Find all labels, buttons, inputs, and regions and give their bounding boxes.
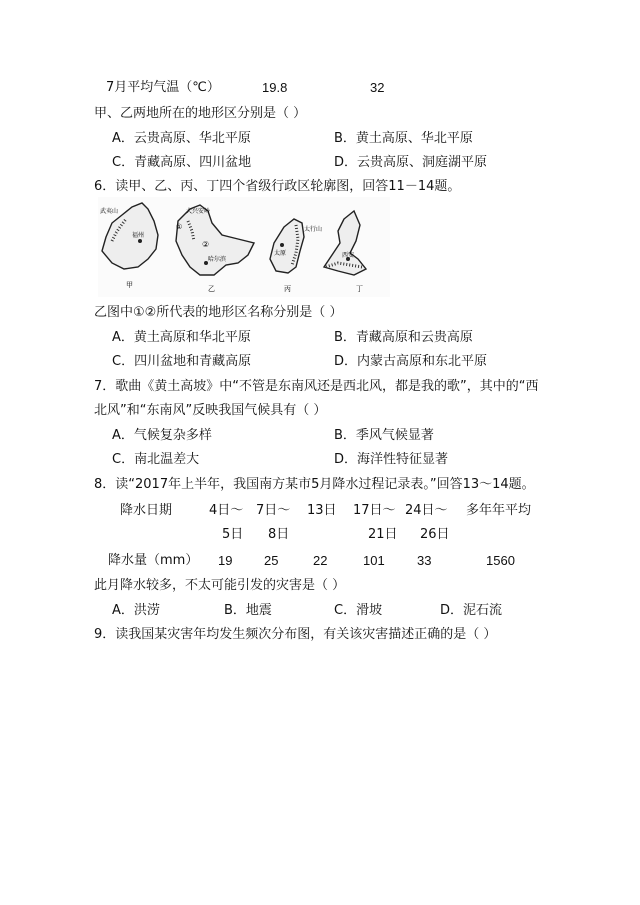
map-label-circle1: ① xyxy=(176,223,183,231)
map-label-bing: 丙 xyxy=(284,285,291,293)
table-value: 19.8 xyxy=(262,80,288,95)
table-label-rain-date: 降水日期 xyxy=(120,503,173,518)
table-date: 21日 xyxy=(368,527,398,542)
question-stem: 甲、乙两地所在的地形区分别是（ ） xyxy=(94,106,307,121)
option-c[interactable]: C．南北温差大 xyxy=(112,452,200,467)
option-a[interactable]: A．洪涝 xyxy=(112,603,160,618)
option-c[interactable]: C．滑坡 xyxy=(334,603,383,618)
table-label-avg: 多年年平均 xyxy=(466,503,532,518)
question-stem: 8．读“2017年上半年，我国南方某市5月降水过程记录表。”回答13～14题。 xyxy=(94,477,535,492)
option-a[interactable]: A．黄土高原和华北平原 xyxy=(112,330,251,345)
table-date: 8日 xyxy=(268,527,290,542)
option-a[interactable]: A．气候复杂多样 xyxy=(112,428,212,443)
table-label-july-temp: 7月平均气温（℃） xyxy=(106,80,220,95)
table-value: 22 xyxy=(313,553,328,568)
question-stem: 9．读我国某灾害年均发生频次分布图，有关该灾害描述正确的是（ ） xyxy=(94,627,497,642)
option-c[interactable]: C．青藏高原、四川盆地 xyxy=(112,155,252,170)
table-value: 1560 xyxy=(486,553,515,568)
option-a[interactable]: A．云贵高原、华北平原 xyxy=(112,131,251,146)
map-label-taiyuan: 太原 xyxy=(274,250,287,257)
table-date: 13日 xyxy=(307,503,337,518)
option-d[interactable]: D．云贵高原、洞庭湖平原 xyxy=(334,155,488,170)
city-dot xyxy=(138,239,142,243)
table-date: 4日～ xyxy=(209,503,244,518)
question-stem: 6．读甲、乙、丙、丁四个省级行政区轮廓图，回答11－14题。 xyxy=(94,179,461,194)
option-b[interactable]: B．黄土高原、华北平原 xyxy=(334,131,473,146)
option-d[interactable]: D．内蒙古高原和东北平原 xyxy=(334,354,488,369)
option-b[interactable]: B．地震 xyxy=(224,603,272,618)
map-label-fuzhou: 福州 xyxy=(132,232,145,239)
question-stem-continued: 北风”和“东南风”反映我国气候具有（ ） xyxy=(94,403,327,418)
option-c[interactable]: C．四川盆地和青藏高原 xyxy=(112,354,252,369)
question-stem: 此月降水较多，不太可能引发的灾害是（ ） xyxy=(94,578,346,593)
map-label-jia: 甲 xyxy=(126,281,133,289)
table-value: 25 xyxy=(264,553,279,568)
table-label-rainfall: 降水量（mm） xyxy=(108,553,199,568)
option-d[interactable]: D．泥石流 xyxy=(440,603,503,618)
option-d[interactable]: D．海洋性特征显著 xyxy=(334,452,449,467)
table-value: 101 xyxy=(363,553,385,568)
province-outline-maps xyxy=(98,197,390,297)
option-b[interactable]: B．季风气候显著 xyxy=(334,428,434,443)
map-label-circle2: ② xyxy=(202,240,210,249)
table-date: 7日～ xyxy=(256,503,291,518)
map-label-ding: 丁 xyxy=(356,285,363,293)
map-label-dxa: 大兴安岭 xyxy=(186,208,211,215)
table-date: 17日～ xyxy=(353,503,396,518)
table-date: 26日 xyxy=(420,527,450,542)
table-value: 32 xyxy=(370,80,385,95)
option-b[interactable]: B．青藏高原和云贵高原 xyxy=(334,330,473,345)
table-value: 19 xyxy=(218,553,233,568)
map-label-yi: 乙 xyxy=(208,285,215,293)
table-date: 5日 xyxy=(222,527,244,542)
map-label-wuyi: 武夷山 xyxy=(100,208,119,215)
table-value: 33 xyxy=(417,553,432,568)
table-date: 24日～ xyxy=(405,503,448,518)
map-label-harbin: 哈尔滨 xyxy=(208,256,227,263)
map-label-xian: 西安 xyxy=(342,252,355,259)
city-dot xyxy=(280,243,284,247)
question-stem: 乙图中①②所代表的地形区名称分别是（ ） xyxy=(94,305,343,320)
map-label-taihang: 太行山 xyxy=(304,226,323,233)
question-stem: 7．歌曲《黄土高坡》中“不管是东南风还是西北风，都是我的歌”，其中的“西 xyxy=(94,379,539,394)
